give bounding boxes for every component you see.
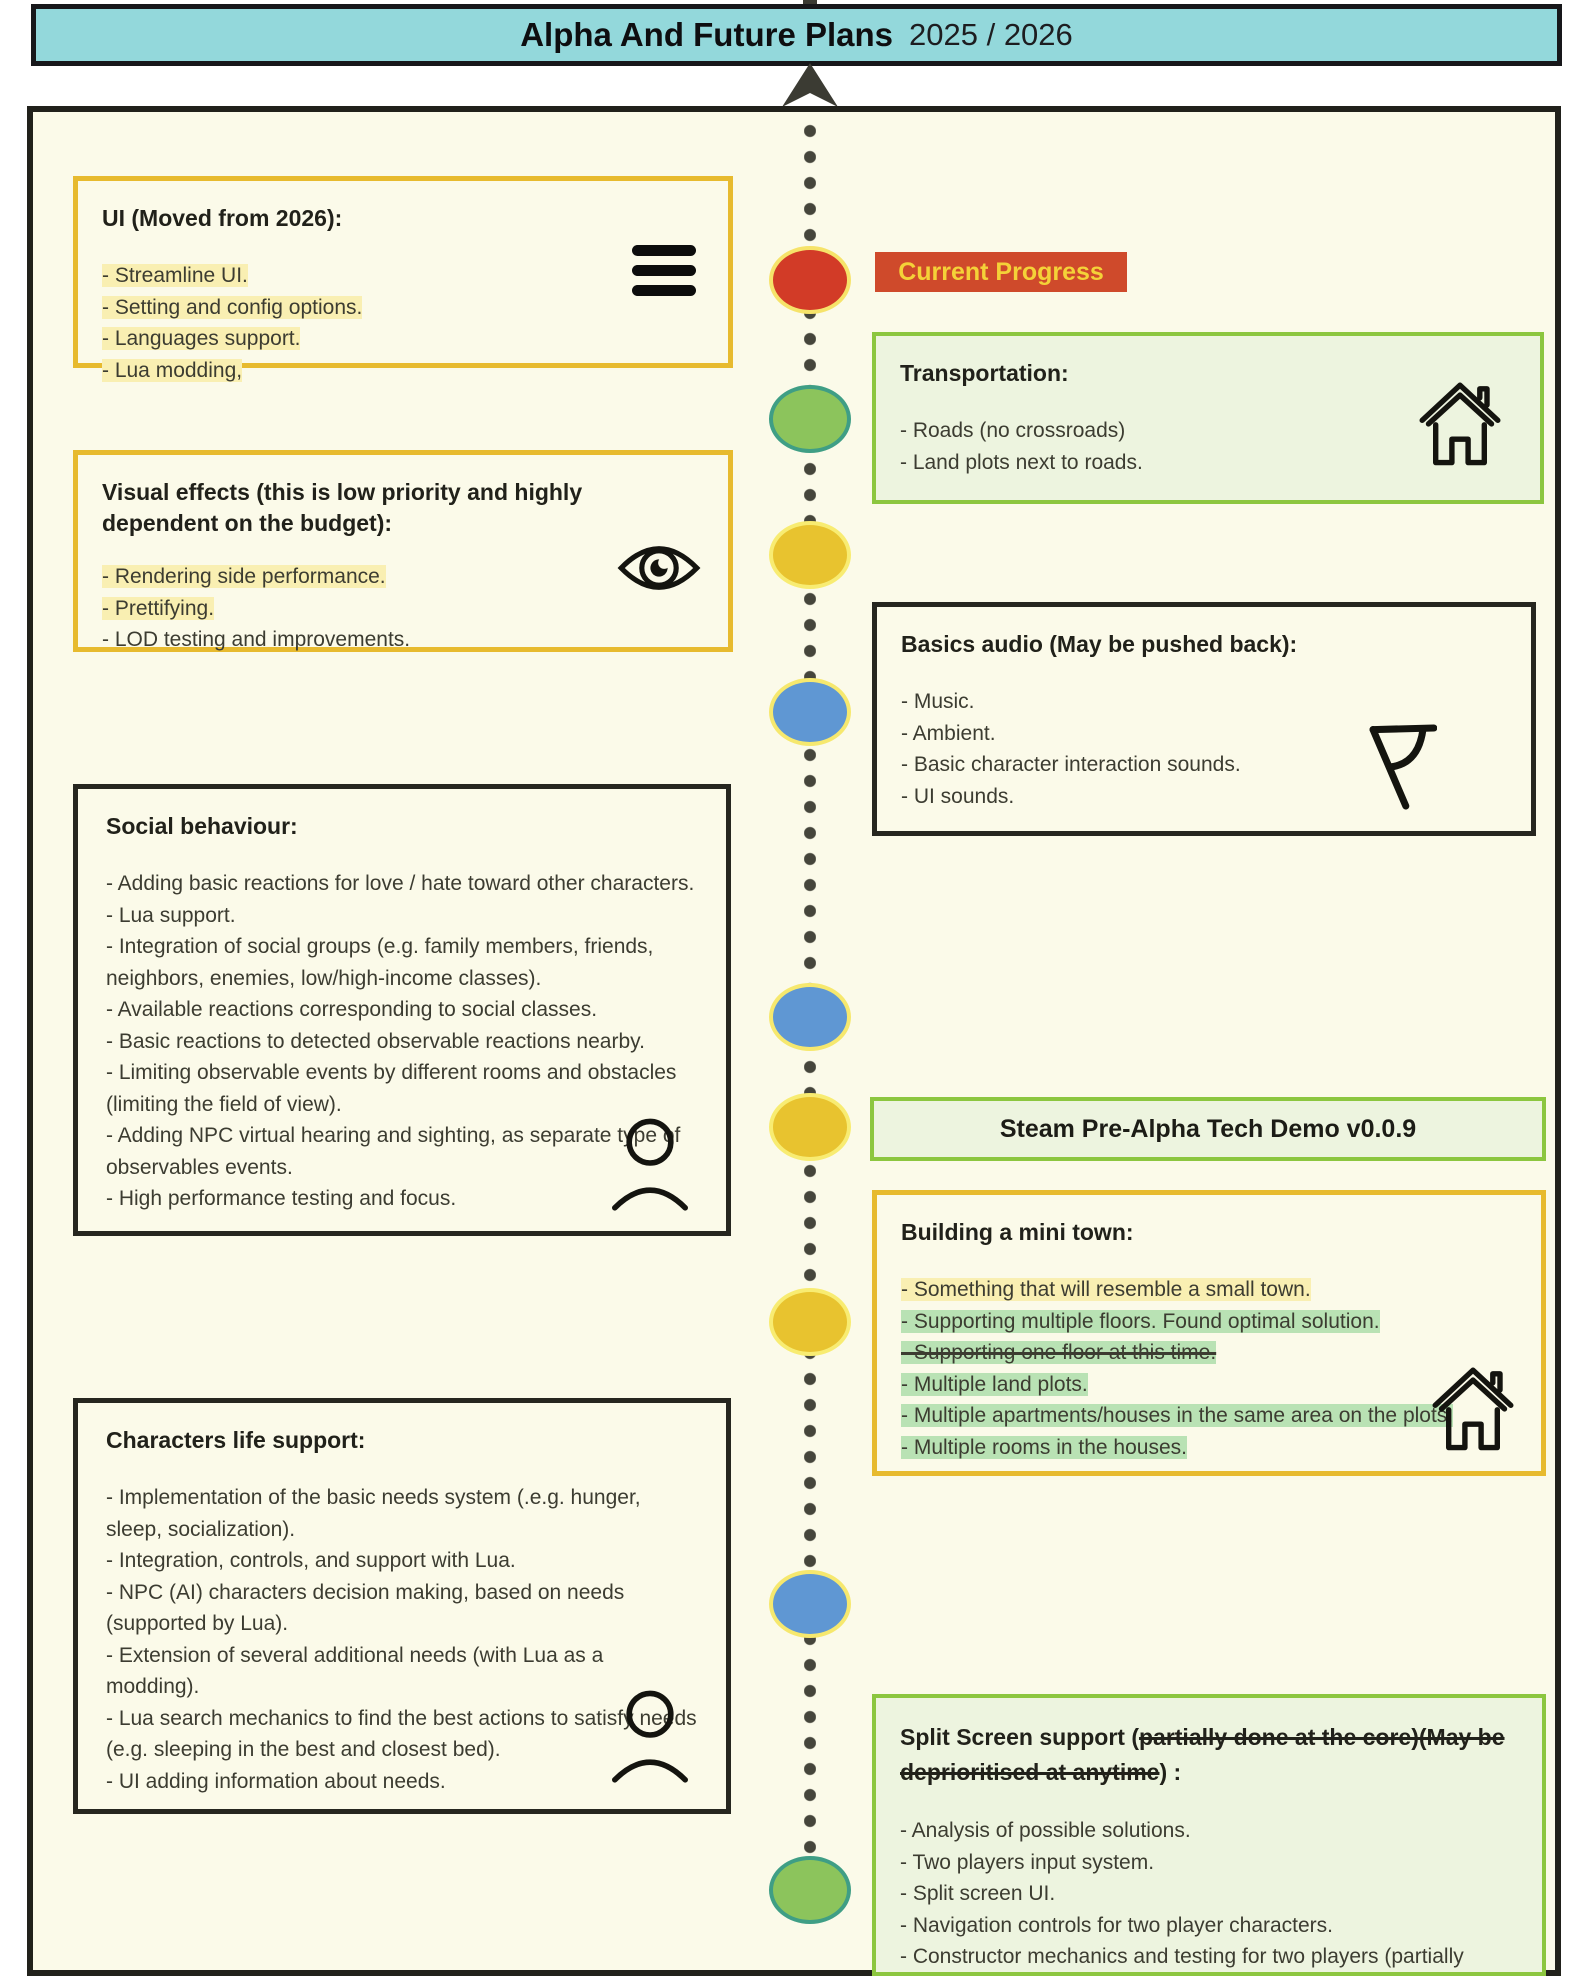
panel-visual-effects [73,450,733,652]
list-item: - UI sounds. [901,784,1015,808]
list-item: - Prettifying. [102,596,215,620]
list-item: - Multiple rooms in the houses. [901,1435,1187,1459]
house-icon [1427,1363,1519,1453]
list-item: - Lua modding, [102,358,243,382]
list-item: - Adding basic reactions for love / hate toward other characters. [106,872,695,896]
timeline-marker-yellow [769,1093,851,1161]
panel-visual-effects-title: Visual effects (this is low priority and highly dependent on the budget): [102,479,583,537]
person-icon [610,1687,690,1783]
list-item: - Available reactions corresponding to social classes. [106,998,598,1022]
list-item: - Extension of several additional needs (with Lua as a modding). [106,1643,604,1699]
panel-mini-town-title: Building a mini town: [901,1219,1134,1245]
list-item: - Multiple land plots. [901,1372,1088,1396]
list-item: - Navigation controls for two player characters. [900,1913,1334,1937]
panel-transportation [872,332,1544,504]
eye-icon [616,537,702,599]
list-item: - Integration, controls, and support with Lua. [106,1549,516,1573]
panel-life-support-title: Characters life support: [106,1427,366,1453]
steam-demo-header [870,1097,1546,1161]
megaphone-icon [1359,707,1437,813]
panel-audio [872,602,1536,836]
list-item: - Basic character interaction sounds. [901,753,1241,777]
list-item: - Ambient. [901,721,996,745]
timeline-marker-blue [769,1570,851,1638]
list-item: - Roads (no crossroads) [900,419,1126,443]
timeline-marker-yellow [769,521,851,589]
list-item: - Something that will resemble a small town. [901,1278,1311,1302]
steam-demo-title: Steam Pre-Alpha Tech Demo v0.0.9 [999,1114,1417,1143]
list-item: - Rendering side performance. [102,565,386,589]
panel-ui [73,176,733,382]
current-progress-badge [875,252,1127,292]
timeline-marker-blue [769,983,851,1051]
list-item: - Analysis of possible solutions. [900,1819,1191,1842]
banner-years: 2025 / 2026 [909,17,1073,52]
timeline-marker-green [769,385,851,453]
timeline-marker-red [769,246,851,314]
list-item: - Streamline UI. [102,264,248,288]
panel-split-screen [872,1694,1546,1976]
timeline-marker-blue [769,678,851,746]
panel-social-title: Social behaviour: [106,813,298,839]
panel-mini-town [872,1190,1546,1476]
list-item: - Languages support. [102,327,301,351]
list-item: - UI adding information about needs. [106,1769,446,1793]
list-item: - NPC (AI) characters decision making, based on needs (supported by Lua). [106,1580,625,1636]
list-item: - Limiting observable events by different rooms and obstacles (limiting the field of view). [106,1061,677,1116]
house-icon [1414,378,1506,468]
list-item: - Music. [901,690,975,714]
list-item: - Supporting one floor at this time. [901,1341,1217,1365]
list-item: - Implementation of the basic needs system (.e.g. hunger, sleep, socialization). [106,1486,641,1541]
current-progress-label: Current Progress [898,257,1104,286]
list-item: - High performance testing and focus. [106,1187,457,1211]
up-arrow-icon [782,63,838,107]
list-item: - Two players input system. [900,1850,1155,1874]
list-item: - Supporting multiple floors. Found optimal solution. [901,1309,1380,1333]
list-item: - Constructor mechanics and testing for two players (partially [900,1945,1464,1968]
panel-audio-title: Basics audio (May be pushed back): [901,631,1298,657]
person-icon [610,1115,690,1211]
list-item: - Lua search mechanics to find the best actions to satisfy needs (e.g. sleeping in the best and closest bed). [106,1706,697,1762]
panel-split-screen-title: Split Screen support (partially done at the core)(May be deprioritised at anytime) : [900,1724,1505,1785]
list-item: - Lua support. [106,903,236,927]
list-item: - Land plots next to roads. [900,450,1143,474]
panel-social [73,784,731,1236]
list-item: - Split screen UI. [900,1882,1056,1905]
timeline-marker-green [769,1856,851,1924]
list-item: - Integration of social groups (e.g. family members, friends, neighbors, enemies, low/high-income classes). [106,935,654,990]
list-item: - Setting and config options. [102,295,363,319]
title-banner [31,4,1562,66]
hamburger-menu-icon [632,245,696,296]
list-item: - Basic reactions to detected observable reactions nearby. [106,1029,645,1053]
panel-transportation-title: Transportation: [900,360,1069,386]
list-item: - Adding NPC virtual hearing and sighting, as separate type of observables events. [106,1124,681,1179]
timeline-marker-yellow [769,1288,851,1356]
banner-title: Alpha And Future Plans [520,16,894,53]
list-item: - LOD testing and improvements. [102,628,411,652]
list-item: - Multiple apartments/houses in the same area on the plots. [901,1404,1454,1428]
panel-ui-title: UI (Moved from 2026): [102,205,343,231]
panel-life-support [73,1398,731,1814]
